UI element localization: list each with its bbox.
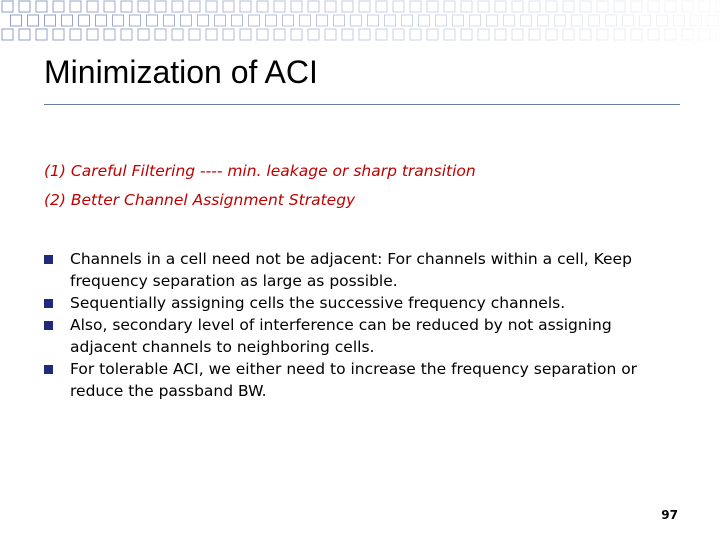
subheading-careful-filtering: (1) Careful Filtering ---- min. leakage or sharp transition <box>44 162 476 180</box>
bullet-item <box>44 314 674 358</box>
square-bullet-icon <box>44 299 53 308</box>
slide-title: Minimization of ACI <box>44 54 318 90</box>
bullet-item <box>44 292 674 314</box>
subheading-channel-assignment: (2) Better Channel Assignment Strategy <box>44 191 356 209</box>
square-bullet-icon <box>44 255 53 264</box>
bullet-text: Sequentially assigning cells the successive frequency channels. <box>70 294 566 312</box>
bullet-item <box>44 358 674 402</box>
bullet-item <box>44 248 674 292</box>
header-square-pattern <box>0 0 720 48</box>
page-number: 97 <box>661 508 678 522</box>
square-bullet-icon <box>44 321 53 330</box>
bullet-text: For tolerable ACI, we either need to increase the frequency separation or reduce the passband BW. <box>70 360 638 400</box>
bullet-text: Also, secondary level of interference can be reduced by not assigning adjacent channels to neighboring cells. <box>70 316 612 356</box>
square-bullet-icon <box>44 365 53 374</box>
title-underline <box>44 104 680 105</box>
bullet-list <box>44 248 674 402</box>
bullet-text: Channels in a cell need not be adjacent: For channels within a cell, Keep frequency separation as large as possible. <box>70 250 632 290</box>
